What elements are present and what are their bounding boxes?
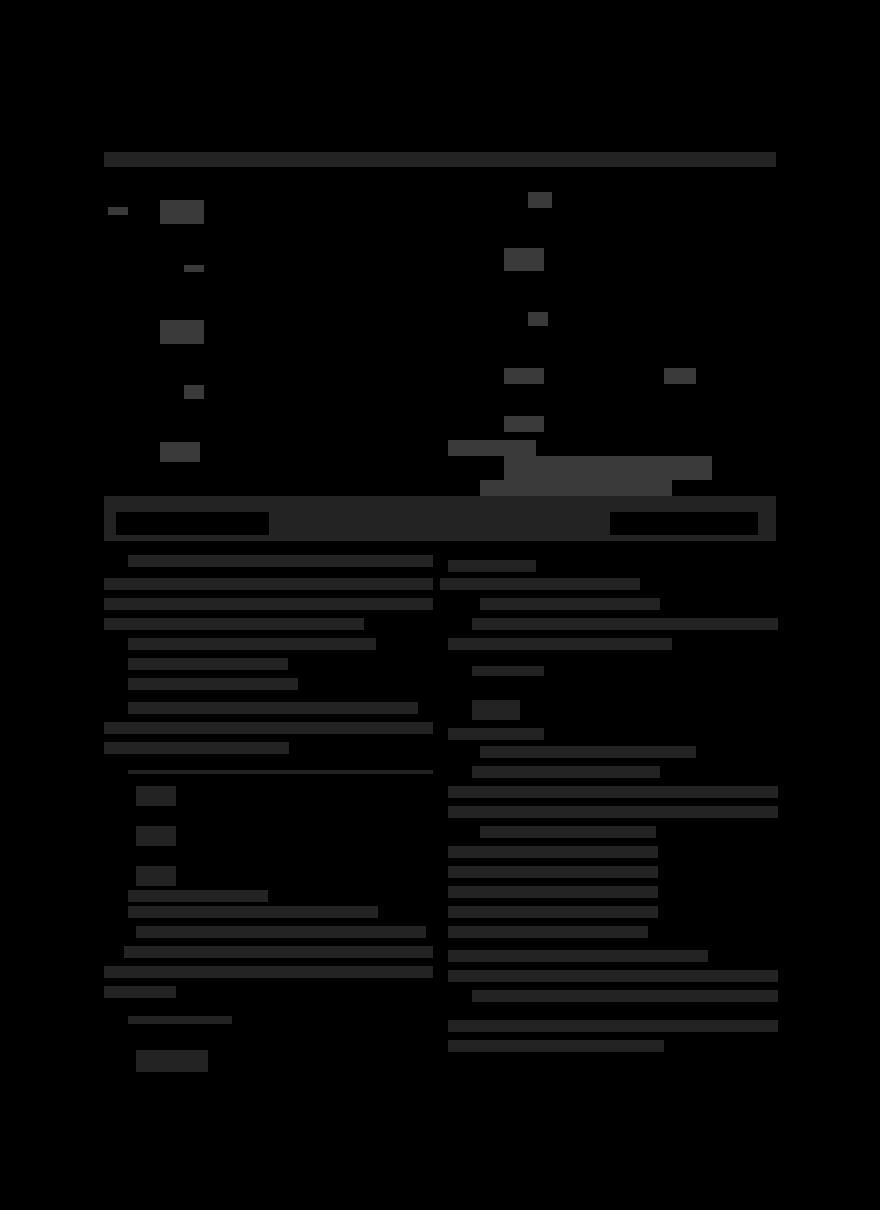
subheading [472,700,520,720]
diagram-marker-icon [108,207,128,215]
text-line [104,986,176,998]
text-line [128,890,268,902]
text-line [128,555,433,567]
text-line [128,658,288,670]
text-line [448,906,658,918]
diagram-callout-label [184,265,204,272]
diagram-callout-label [160,320,204,344]
diagram-callout-label [184,385,204,399]
text-line [448,806,778,818]
text-line [128,906,378,918]
text-line [448,1020,778,1032]
text-line [104,722,433,734]
diagram-callout-label [504,416,544,432]
text-line [480,746,696,758]
text-line [136,1050,208,1072]
text-line [448,970,778,982]
diagram-callout-label [504,248,544,271]
text-line [448,866,658,878]
text-line [104,578,433,590]
diagram-callout-label [160,200,204,224]
section-title-banner [104,496,776,541]
text-line [124,946,433,958]
diagram-callout-label [528,312,548,326]
text-line [448,638,672,650]
text-line [480,598,660,610]
text-line [104,742,289,754]
text-line [128,702,418,714]
text-line [480,826,656,838]
subheading [136,826,176,846]
text-line [472,766,660,778]
banner-right-panel [610,512,758,535]
text-line [448,926,648,938]
text-line [128,1016,232,1024]
text-line [448,786,778,798]
text-line [104,618,364,630]
subheading [136,786,176,806]
divider [128,770,433,774]
subheading [472,666,544,676]
text-line [448,846,658,858]
text-line [128,678,298,690]
text-line [448,728,544,740]
text-line [472,618,778,630]
text-line [136,926,426,938]
diagram-callout-label [160,442,200,462]
subheading [136,866,176,886]
text-line [440,578,640,590]
text-line [128,638,376,650]
text-line [448,1040,664,1052]
diagram-caption [504,456,712,480]
diagram-callout-label [528,192,552,208]
text-line [448,886,658,898]
header-bar [104,152,776,167]
text-line [448,950,708,962]
diagram-caption [448,440,536,456]
text-line [472,990,778,1002]
text-line [104,966,433,978]
banner-left-panel [116,512,269,535]
text-line [104,598,433,610]
diagram-callout-label [664,368,696,384]
diagram-caption [480,480,672,496]
text-line [448,560,536,572]
diagram-callout-label [504,368,544,384]
